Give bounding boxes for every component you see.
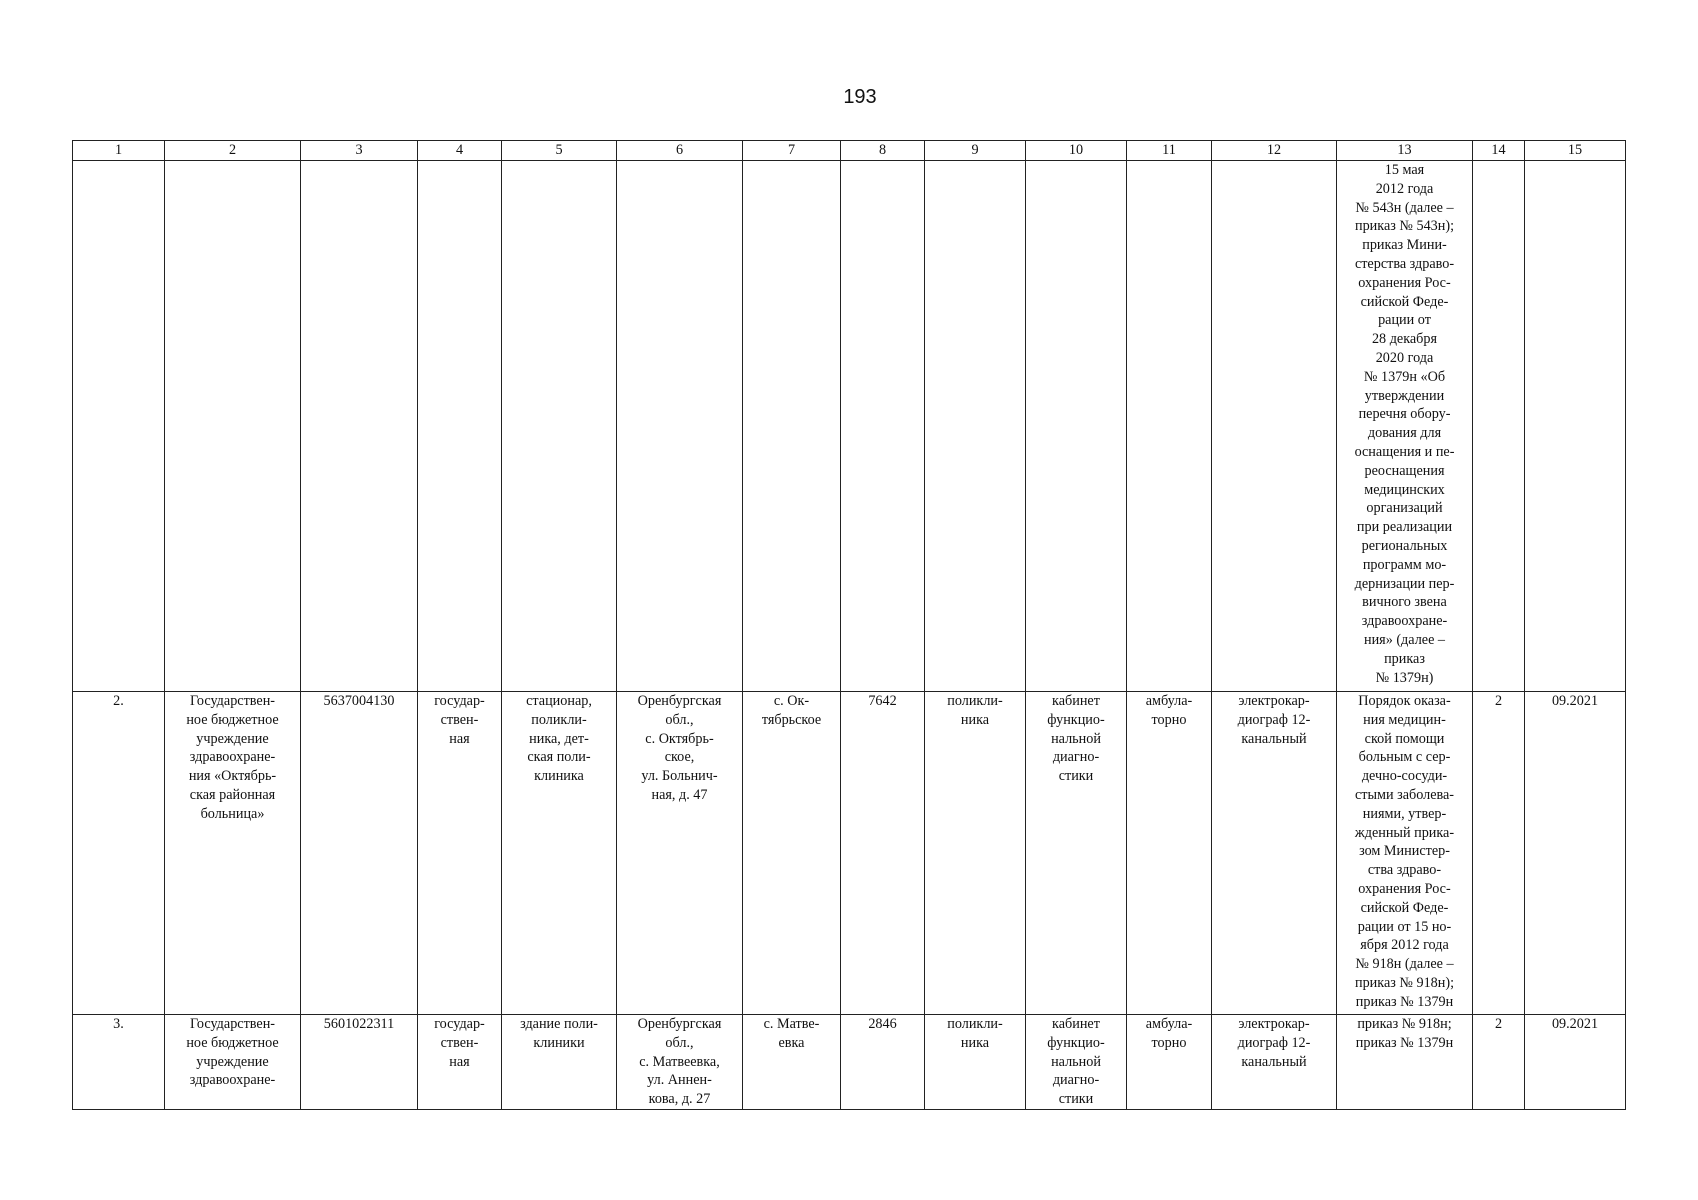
care-condition-cell: амбула- торно — [1127, 1015, 1212, 1110]
registry-table — [72, 140, 1626, 1110]
institution-cell — [165, 161, 301, 692]
institution-cell: Государствен- ное бюджетное учреждение здравоохране- ния «Октябрь- ская районная больница» — [165, 692, 301, 1015]
department-cell: кабинет функцио- нальной диагно- стики — [1026, 692, 1127, 1015]
table-row — [73, 161, 1626, 692]
column-header: 6 — [617, 141, 743, 161]
unit-cell: поликли- ника — [925, 1015, 1026, 1110]
column-header: 10 — [1026, 141, 1127, 161]
ownership-cell: государ- ствен- ная — [418, 692, 502, 1015]
population-cell: 7642 — [841, 692, 925, 1015]
column-header: 3 — [301, 141, 418, 161]
column-header: 4 — [418, 141, 502, 161]
address-cell — [617, 161, 743, 692]
inn-cell: 5637004130 — [301, 692, 418, 1015]
locality-cell — [743, 161, 841, 692]
date-cell — [1525, 161, 1626, 692]
column-header: 14 — [1473, 141, 1525, 161]
regulation-cell: Порядок оказа- ния медицин- ской помощи больным с сер- дечно-сосуди- стыми заболева- ниями, утвер- жденный прика- зом Министер- ства здраво- охранения Рос- сийской Феде- рации от 15 но- ября 2012 года № 918н (далее – приказ № 918н); приказ № 1379н — [1337, 692, 1473, 1015]
column-header: 2 — [165, 141, 301, 161]
date-cell: 09.2021 — [1525, 1015, 1626, 1110]
locality-cell: с. Ок- тябрьское — [743, 692, 841, 1015]
department-cell — [1026, 161, 1127, 692]
column-header: 1 — [73, 141, 165, 161]
quantity-cell: 2 — [1473, 692, 1525, 1015]
inn-cell: 5601022311 — [301, 1015, 418, 1110]
equipment-cell: электрокар- диограф 12- канальный — [1212, 692, 1337, 1015]
quantity-cell: 2 — [1473, 1015, 1525, 1110]
equipment-cell — [1212, 161, 1337, 692]
inn-cell — [301, 161, 418, 692]
building-cell — [502, 161, 617, 692]
regulation-cell: 15 мая 2012 года № 543н (далее – приказ № 543н); приказ Мини- стерства здраво- охранения Рос- сийской Феде- рации от 28 декабря 2020 года № 1379н «Об утверждении перечня обору- дования для оснащения и пе- реоснащения медицинских организаций при реализации региональных программ мо- дернизации пер- вичного звена здравоохране- ния» (далее – приказ № 1379н) — [1337, 161, 1473, 692]
unit-cell — [925, 161, 1026, 692]
column-header: 5 — [502, 141, 617, 161]
care-condition-cell: амбула- торно — [1127, 692, 1212, 1015]
table-row — [73, 692, 1626, 1015]
population-cell — [841, 161, 925, 692]
column-header: 13 — [1337, 141, 1473, 161]
column-header: 15 — [1525, 141, 1626, 161]
page-number: 193 — [843, 86, 877, 108]
address-cell: Оренбургская обл., с. Матвеевка, ул. Аннен- кова, д. 27 — [617, 1015, 743, 1110]
building-cell: здание поли- клиники — [502, 1015, 617, 1110]
care-condition-cell — [1127, 161, 1212, 692]
building-cell: стационар, поликли- ника, дет- ская поли- клиника — [502, 692, 617, 1015]
row-number-cell — [73, 161, 165, 692]
column-header: 11 — [1127, 141, 1212, 161]
department-cell: кабинет функцио- нальной диагно- стики — [1026, 1015, 1127, 1110]
unit-cell: поликли- ника — [925, 692, 1026, 1015]
column-header: 12 — [1212, 141, 1337, 161]
date-cell: 09.2021 — [1525, 692, 1626, 1015]
row-number-cell: 2. — [73, 692, 165, 1015]
column-number-header — [73, 141, 1626, 161]
equipment-cell: электрокар- диограф 12- канальный — [1212, 1015, 1337, 1110]
column-header: 8 — [841, 141, 925, 161]
address-cell: Оренбургская обл., с. Октябрь- ское, ул. Больнич- ная, д. 47 — [617, 692, 743, 1015]
row-number-cell: 3. — [73, 1015, 165, 1110]
population-cell: 2846 — [841, 1015, 925, 1110]
table-row — [73, 1015, 1626, 1110]
regulation-cell: приказ № 918н; приказ № 1379н — [1337, 1015, 1473, 1110]
column-header: 9 — [925, 141, 1026, 161]
column-header: 7 — [743, 141, 841, 161]
institution-cell: Государствен- ное бюджетное учреждение здравоохране- — [165, 1015, 301, 1110]
quantity-cell — [1473, 161, 1525, 692]
locality-cell: с. Матве- евка — [743, 1015, 841, 1110]
ownership-cell: государ- ствен- ная — [418, 1015, 502, 1110]
ownership-cell — [418, 161, 502, 692]
